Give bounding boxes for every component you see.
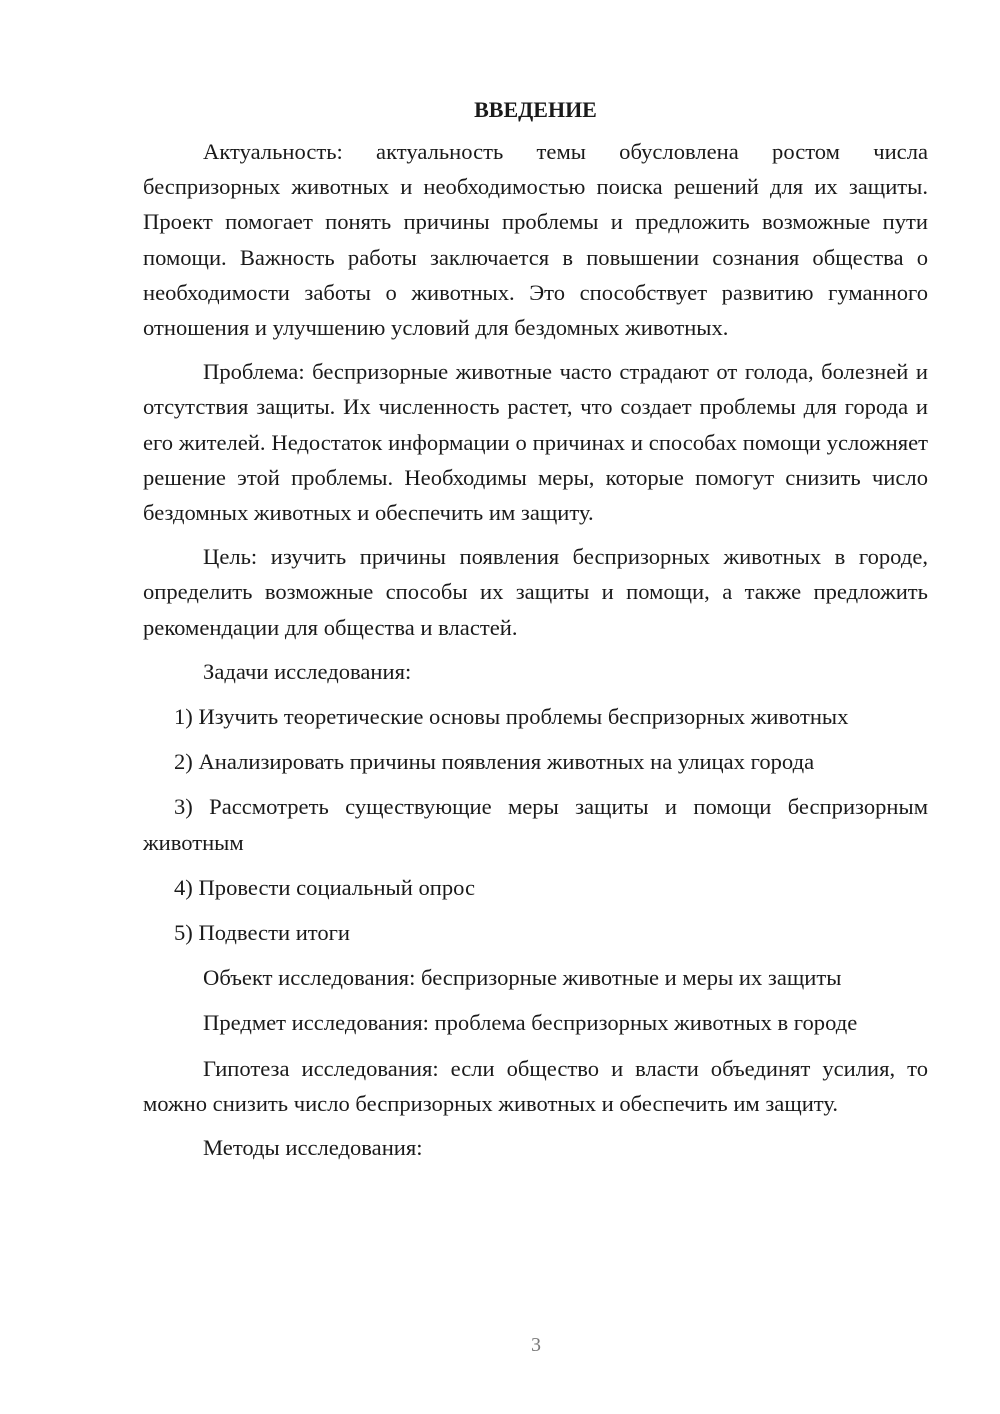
methods-heading: Методы исследования:	[203, 1135, 423, 1161]
relevance-paragraph: Актуальность: актуальность темы обусловлена ростом числа беспризорных животных и необходимостью поиска решений для их защиты. Проект помогает понять причины проблемы и предложить возможные пути помощи. Важность работы заключается в повышении сознания общества о необходимости заботы о животных. Это способствует развитию гуманного отношения и улучшению условий для бездомных животных.	[143, 139, 928, 341]
task-item: 5) Подвести итоги	[174, 920, 351, 946]
task-item: 1) Изучить теоретические основы проблемы беспризорных животных	[174, 704, 849, 730]
task-item: 2) Анализировать причины появления животных на улицах города	[174, 749, 815, 775]
page-content	[143, 92, 928, 1175]
tasks-heading: Задачи исследования:	[203, 658, 412, 684]
research-subject: Предмет исследования: проблема беспризорных животных в городе	[203, 1010, 858, 1036]
hypothesis-paragraph: Гипотеза исследования: если общество и власти объединят усилия, то можно снизить число беспризорных животных и обеспечить им защиту.	[143, 1055, 928, 1116]
research-object: Объект исследования: беспризорные животные и меры их защиты	[203, 965, 842, 991]
section-title: ВВЕДЕНИЕ	[474, 97, 597, 122]
problem-paragraph: Проблема: беспризорные животные часто страдают от голода, болезней и отсутствия защиты. Их численность растет, что создает проблемы для города и его жителей. Недостаток информации о причинах и способах помощи усложняет решение этой проблемы. Необходимы меры, которые помогут снизить число бездомных животных и обеспечить им защиту.	[143, 359, 928, 526]
task-item: 3) Рассмотреть существующие меры защиты и помощи беспризорным животным	[143, 794, 928, 855]
goal-paragraph: Цель: изучить причины появления беспризорных животных в городе, определить возможные способы их защиты и помощи, а также предложить рекомендации для общества и властей.	[143, 544, 928, 640]
task-item: 4) Провести социальный опрос	[174, 874, 476, 900]
page-number: 3	[531, 1334, 541, 1356]
